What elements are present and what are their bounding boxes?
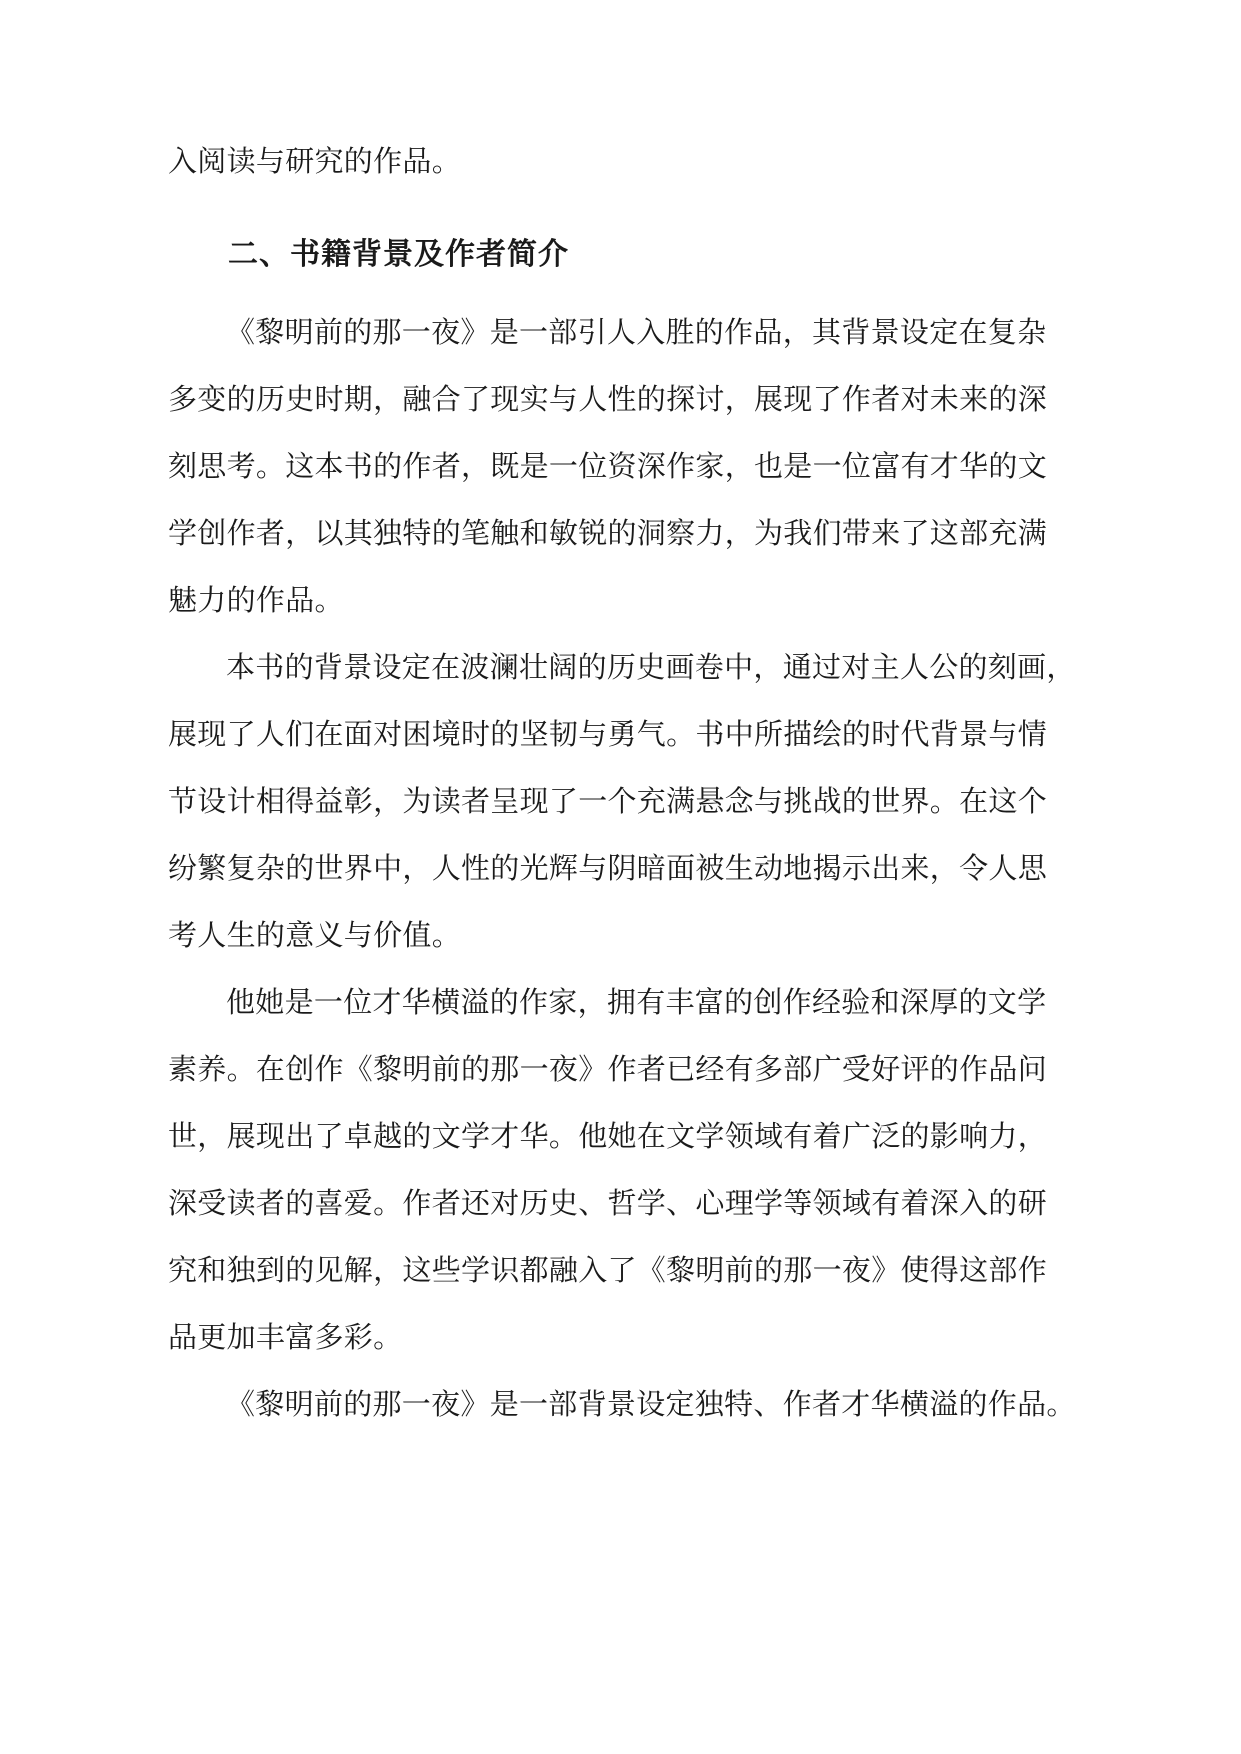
paragraph-line: 究和独到的见解，这些学识都融入了《黎明前的那一夜》使得这部作: [168, 1253, 1048, 1287]
paragraph-line: 刻思考。这本书的作者，既是一位资深作家，也是一位富有才华的文: [168, 449, 1048, 483]
paragraph-line: 展现了人们在面对困境时的坚韧与勇气。书中所描绘的时代背景与情: [168, 717, 1048, 751]
paragraph-line: 世，展现出了卓越的文学才华。他她在文学领域有着广泛的影响力，: [168, 1119, 1048, 1153]
paragraph-line: 学创作者，以其独特的笔触和敏锐的洞察力，为我们带来了这部充满: [168, 516, 1048, 550]
intro-tail-line: 入阅读与研究的作品。: [168, 144, 462, 178]
paragraph-line: 深受读者的喜爱。作者还对历史、哲学、心理学等领域有着深入的研: [168, 1186, 1048, 1220]
paragraph-line: 《黎明前的那一夜》是一部背景设定独特、作者才华横溢的作品。: [226, 1387, 1076, 1421]
paragraph-line: 节设计相得益彰，为读者呈现了一个充满悬念与挑战的世界。在这个: [168, 784, 1048, 818]
paragraph-line: 素养。在创作《黎明前的那一夜》作者已经有多部广受好评的作品问: [168, 1052, 1048, 1086]
paragraph-line: 《黎明前的那一夜》是一部引人入胜的作品，其背景设定在复杂: [226, 315, 1047, 349]
paragraph-line: 品更加丰富多彩。: [168, 1320, 403, 1354]
paragraph-line: 他她是一位才华横溢的作家，拥有丰富的创作经验和深厚的文学: [226, 985, 1047, 1019]
section-heading: 二、书籍背景及作者简介: [228, 237, 569, 272]
paragraph-line: 魅力的作品。: [168, 583, 344, 617]
paragraph-line: 纷繁复杂的世界中，人性的光辉与阴暗面被生动地揭示出来，令人思: [168, 851, 1048, 885]
paragraph-line: 本书的背景设定在波澜壮阔的历史画卷中，通过对主人公的刻画，: [226, 650, 1076, 684]
paragraph-line: 多变的历史时期，融合了现实与人性的探讨，展现了作者对未来的深: [168, 382, 1048, 416]
paragraph-line: 考人生的意义与价值。: [168, 918, 462, 952]
